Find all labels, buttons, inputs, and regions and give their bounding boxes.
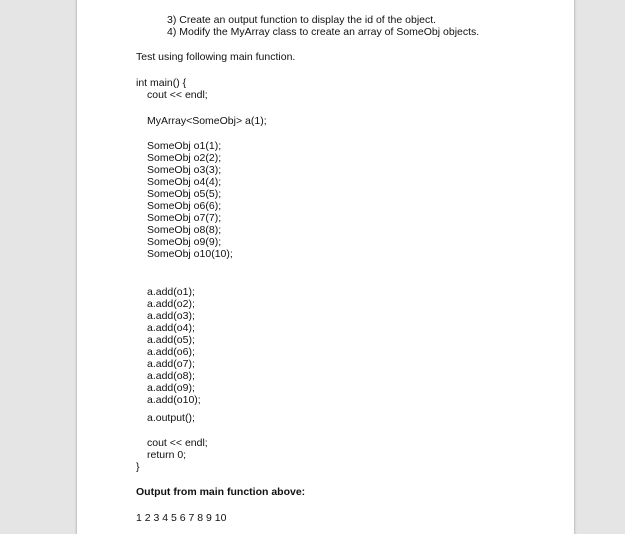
code-object-decl: SomeObj o4(4); xyxy=(147,176,222,188)
code-add-call: a.add(o1); xyxy=(147,286,195,298)
code-object-decl: SomeObj o7(7); xyxy=(147,212,222,224)
instruction-item-4: 4) Modify the MyArray class to create an array of SomeObj objects. xyxy=(167,26,480,38)
code-myarray-decl: MyArray<SomeObj> a(1); xyxy=(147,115,267,127)
code-object-decl: SomeObj o9(9); xyxy=(147,236,222,248)
code-add-call: a.add(o3); xyxy=(147,310,195,322)
code-add-call: a.add(o5); xyxy=(147,334,195,346)
code-object-decl: SomeObj o6(6); xyxy=(147,200,222,212)
code-object-decl: SomeObj o2(2); xyxy=(147,152,222,164)
code-object-decl: SomeObj o8(8); xyxy=(147,224,222,236)
code-add-call: a.add(o6); xyxy=(147,346,195,358)
code-cout-last: cout << endl; xyxy=(147,437,208,449)
test-instruction: Test using following main function. xyxy=(136,51,296,63)
code-output-call: a.output(); xyxy=(147,412,195,424)
code-add-call: a.add(o10); xyxy=(147,394,201,406)
output-heading: Output from main function above: xyxy=(136,486,306,498)
code-add-call: a.add(o9); xyxy=(147,382,195,394)
output-value: 1 2 3 4 5 6 7 8 9 10 xyxy=(136,512,227,524)
code-object-decl: SomeObj o1(1); xyxy=(147,140,222,152)
code-object-decl: SomeObj o3(3); xyxy=(147,164,222,176)
code-add-call: a.add(o2); xyxy=(147,298,195,310)
code-add-call: a.add(o7); xyxy=(147,358,195,370)
code-object-decl: SomeObj o10(10); xyxy=(147,248,233,260)
code-main-open: int main() { xyxy=(136,77,187,89)
instruction-item-3: 3) Create an output function to display the id of the object. xyxy=(167,14,437,26)
document-page xyxy=(76,0,575,534)
code-object-decl: SomeObj o5(5); xyxy=(147,188,222,200)
code-cout-first: cout << endl; xyxy=(147,89,208,101)
code-add-call: a.add(o8); xyxy=(147,370,195,382)
code-add-call: a.add(o4); xyxy=(147,322,195,334)
code-return: return 0; xyxy=(147,449,187,461)
code-main-close: } xyxy=(136,461,140,473)
